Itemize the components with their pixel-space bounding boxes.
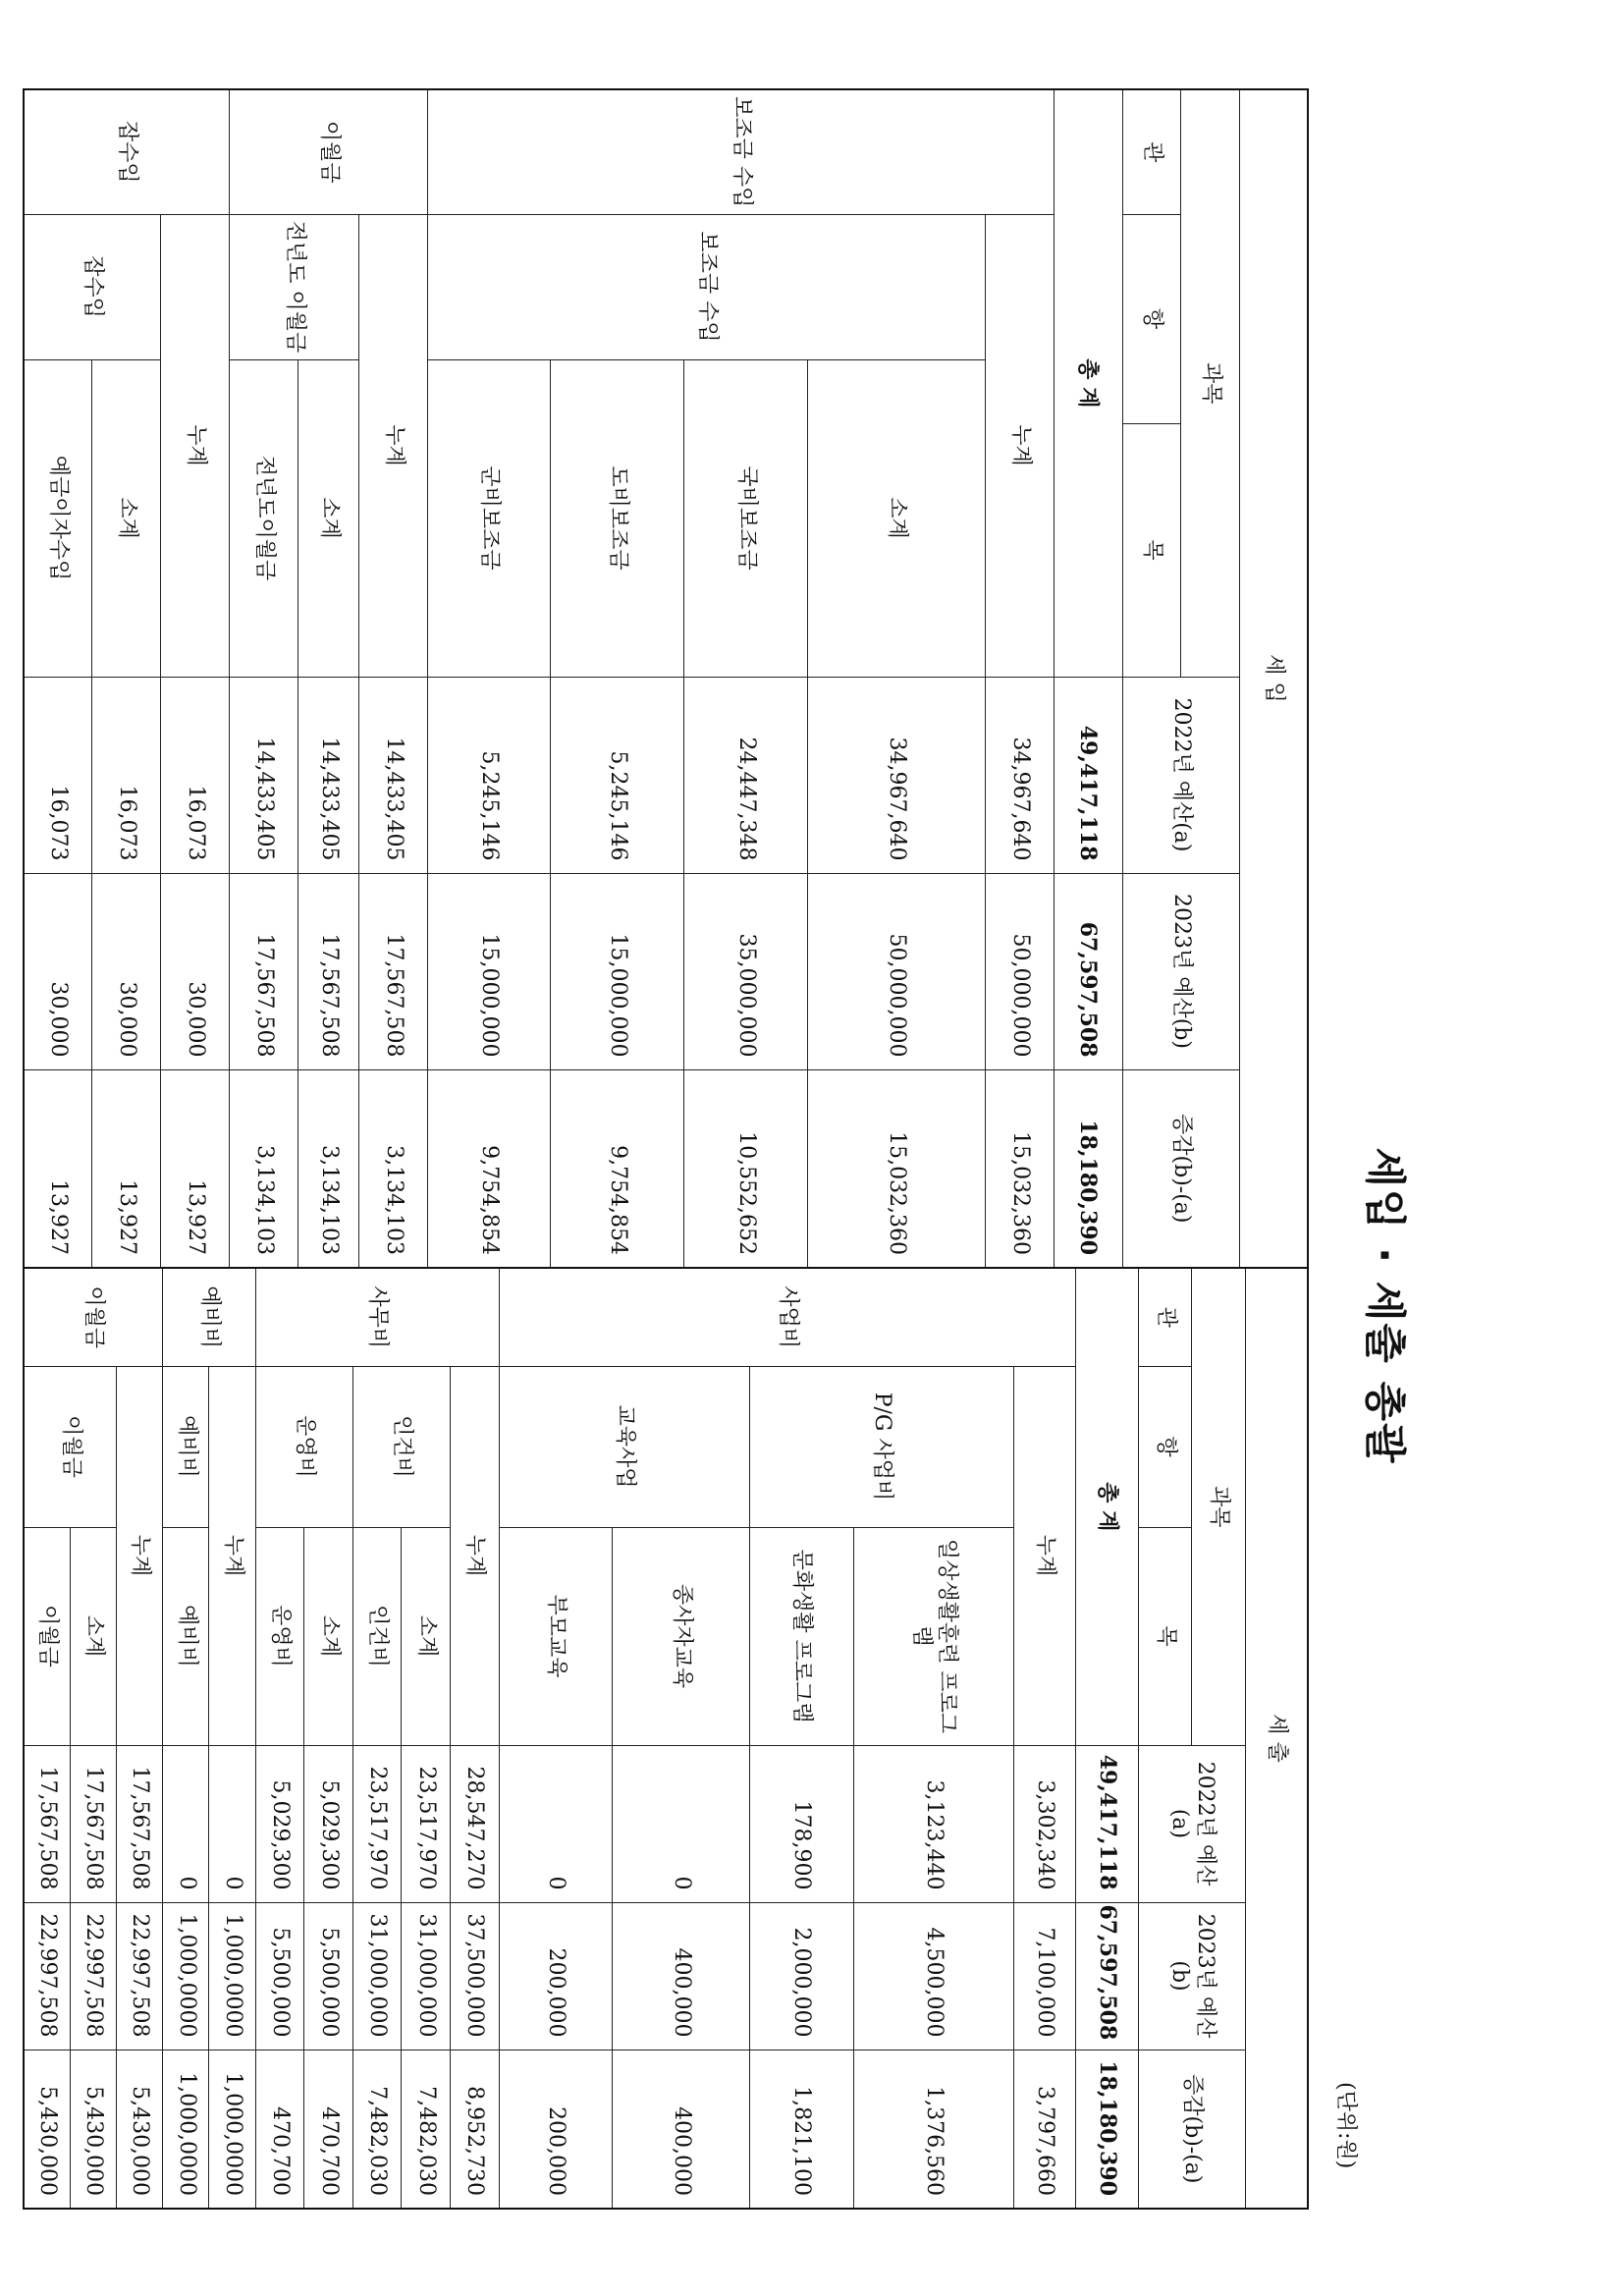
table-cell: 470,700	[304, 2050, 353, 2209]
expenditure-row-culture-program: 문화생활 프로그램	[749, 1527, 853, 1745]
table-cell: 30,000	[161, 873, 230, 1069]
expenditure-header-mok: 목	[1139, 1527, 1192, 1745]
expenditure-header-gwan: 관	[1139, 1268, 1192, 1366]
table-cell: 470,700	[255, 2050, 304, 2209]
table-cell: 34,967,640	[807, 677, 985, 873]
revenue-hang-carryover: 전년도 이월금	[230, 214, 359, 359]
revenue-category-header: 과목	[1181, 89, 1240, 677]
table-cell: 0	[499, 1745, 613, 1902]
expenditure-row-parent-education: 부모교육	[499, 1527, 613, 1745]
table-cell: 200,000	[499, 2050, 613, 2209]
table-cell: 31,000,000	[402, 1902, 451, 2050]
revenue-header-2022: 2022년 예산(a)	[1122, 677, 1239, 873]
table-cell: 5,245,146	[551, 677, 684, 873]
table-cell: 200,000	[499, 1902, 613, 2050]
expenditure-header-2022: 2022년 예산(a)	[1139, 1745, 1246, 1902]
table-cell: 17,567,508	[117, 1745, 163, 1902]
table-cell: 10,552,652	[684, 1069, 807, 1268]
expenditure-hang-operating: 운영비	[255, 1366, 352, 1527]
table-cell: 5,430,000	[117, 2050, 163, 2209]
table-cell: 5,029,300	[304, 1745, 353, 1902]
table-cell: 3,134,103	[230, 1069, 298, 1268]
expenditure-category-header: 과목	[1192, 1268, 1245, 1745]
table-cell: 16,073	[24, 677, 92, 873]
expenditure-hang-education: 교육사업	[499, 1366, 749, 1527]
expenditure-row-carryover: 이월금	[24, 1527, 70, 1745]
table-cell: 34,967,640	[985, 677, 1054, 873]
expenditure-table	[23, 1267, 1309, 2210]
table-cell: 16,073	[92, 677, 161, 873]
expenditure-total-diff: 18,180,390	[1076, 2050, 1139, 2209]
table-cell: 3,302,340	[1013, 1745, 1076, 1902]
expenditure-hang-reserve: 예비비	[163, 1366, 209, 1527]
revenue-header-diff: 증감(b)-(a)	[1122, 1069, 1239, 1268]
table-cell: 7,100,000	[1013, 1902, 1076, 2050]
table-cell: 8,952,730	[451, 2050, 500, 2209]
table-cell: 30,000	[92, 873, 161, 1069]
revenue-misc-nugye-label: 누계	[161, 214, 230, 677]
revenue-row-county-subsidy: 군비보조금	[427, 359, 550, 677]
expenditure-row-operating: 운영비	[255, 1527, 304, 1745]
revenue-table	[23, 88, 1309, 1269]
table-cell: 15,032,360	[985, 1069, 1054, 1268]
expenditure-business-nugye-label: 누계	[1013, 1366, 1076, 1745]
table-cell: 22,997,508	[117, 1902, 163, 2050]
table-cell: 14,433,405	[359, 677, 428, 873]
revenue-gwan-misc: 잡수입	[24, 89, 230, 214]
expenditure-carryover-nugye-label: 누계	[117, 1366, 163, 1745]
table-cell: 3,123,440	[853, 1745, 1013, 1902]
table-cell: 23,517,970	[402, 1745, 451, 1902]
table-cell: 13,927	[24, 1069, 92, 1268]
table-cell: 1,000,0000	[163, 1902, 209, 2050]
table-cell: 13,927	[161, 1069, 230, 1268]
expenditure-total-label: 총 계	[1076, 1268, 1139, 1745]
table-cell: 24,447,348	[684, 677, 807, 873]
table-cell: 9,754,854	[551, 1069, 684, 1268]
expenditure-total-2023: 67,597,508	[1076, 1902, 1139, 2050]
expenditure-total-2022: 49,417,118	[1076, 1745, 1139, 1902]
table-cell: 1,821,100	[749, 2050, 853, 2209]
table-cell: 17,567,508	[70, 1745, 116, 1902]
revenue-header-gwan: 관	[1122, 89, 1181, 214]
table-cell: 0	[613, 1745, 749, 1902]
revenue-total-2023: 67,597,508	[1054, 873, 1122, 1069]
expenditure-row-staff-education: 종사자교육	[613, 1527, 749, 1745]
revenue-gwan-subsidy: 보조금 수입	[427, 89, 1054, 214]
revenue-total-label: 총 계	[1054, 89, 1122, 677]
table-cell: 15,032,360	[807, 1069, 985, 1268]
revenue-hang-subsidy: 보조금 수입	[427, 214, 985, 359]
table-cell: 7,482,030	[402, 2050, 451, 2209]
revenue-header-hang: 항	[1122, 214, 1181, 423]
expenditure-header-diff: 증감(b)-(a)	[1139, 2050, 1246, 2209]
table-cell: 5,500,000	[255, 1902, 304, 2050]
revenue-carryover-nugye-label: 누계	[359, 214, 428, 677]
table-cell: 400,000	[613, 1902, 749, 2050]
expenditure-row-reserve: 예비비	[163, 1527, 209, 1745]
expenditure-hang-personnel: 인건비	[352, 1366, 450, 1527]
table-cell: 17,567,508	[230, 873, 298, 1069]
table-cell: 5,500,000	[304, 1902, 353, 2050]
expenditure-gwan-reserve: 예비비	[163, 1268, 255, 1366]
expenditure-gwan-carryover: 이월금	[24, 1268, 163, 1366]
table-cell: 1,376,560	[853, 2050, 1013, 2209]
table-cell: 5,029,300	[255, 1745, 304, 1902]
table-cell: 13,927	[92, 1069, 161, 1268]
expenditure-reserve-nugye-label: 누계	[209, 1366, 255, 1745]
expenditure-header-2023: 2023년 예산(b)	[1139, 1902, 1246, 2050]
table-cell: 17,567,508	[24, 1745, 70, 1902]
revenue-total-diff: 18,180,390	[1054, 1069, 1122, 1268]
table-cell: 50,000,000	[985, 873, 1054, 1069]
page-title: 세입 · 세출 총괄	[1361, 1147, 1409, 1465]
revenue-header-2023: 2023년 예산(b)	[1122, 873, 1239, 1069]
table-cell: 1,000,0000	[209, 1902, 255, 2050]
expenditure-personnel-sogye-label: 소계	[402, 1527, 451, 1745]
revenue-gwan-carryover: 이월금	[230, 89, 428, 214]
expenditure-row-daily-living-program: 일상생활훈련 프로그램	[853, 1527, 1013, 1745]
table-cell: 9,754,854	[427, 1069, 550, 1268]
expenditure-gwan-business: 사업비	[499, 1268, 1076, 1366]
expenditure-hang-carryover: 이월금	[24, 1366, 117, 1527]
table-cell: 31,000,000	[352, 1902, 402, 2050]
table-cell: 14,433,405	[298, 677, 359, 873]
table-cell: 37,500,000	[451, 1902, 500, 2050]
table-cell: 7,482,030	[352, 2050, 402, 2209]
revenue-header-mok: 목	[1122, 423, 1181, 677]
table-cell: 15,000,000	[427, 873, 550, 1069]
table-cell: 5,430,000	[70, 2050, 116, 2209]
revenue-row-national-subsidy: 국비보조금	[684, 359, 807, 677]
table-cell: 5,245,146	[427, 677, 550, 873]
unit-label: (단위:원)	[1333, 2082, 1358, 2169]
expenditure-section-label: 세 출	[1245, 1268, 1308, 2209]
table-cell: 3,134,103	[359, 1069, 428, 1268]
table-cell: 22,997,508	[24, 1902, 70, 2050]
expenditure-header-hang: 항	[1139, 1366, 1192, 1527]
table-cell: 22,997,508	[70, 1902, 116, 2050]
expenditure-gwan-office: 사무비	[255, 1268, 499, 1366]
revenue-misc-sogye-label: 소계	[92, 359, 161, 677]
expenditure-operating-sogye-label: 소계	[304, 1527, 353, 1745]
table-cell: 1,000,0000	[209, 2050, 255, 2209]
table-cell: 17,567,508	[298, 873, 359, 1069]
table-cell: 14,433,405	[230, 677, 298, 873]
revenue-hang-misc: 잡수입	[24, 214, 161, 359]
table-cell: 400,000	[613, 2050, 749, 2209]
table-cell: 5,430,000	[24, 2050, 70, 2209]
table-cell: 16,073	[161, 677, 230, 873]
table-cell: 28,547,270	[451, 1745, 500, 1902]
table-cell: 178,900	[749, 1745, 853, 1902]
revenue-subsidy-sogye-label: 소계	[807, 359, 985, 677]
expenditure-row-personnel: 인건비	[352, 1527, 402, 1745]
revenue-row-prior-year-carryover: 전년도이월금	[230, 359, 298, 677]
table-cell: 15,000,000	[551, 873, 684, 1069]
table-cell: 1,000,0000	[163, 2050, 209, 2209]
revenue-subsidy-nugye-label: 누계	[985, 214, 1054, 677]
expenditure-hang-program: P/G 사업비	[749, 1366, 1013, 1527]
revenue-total-2022: 49,417,118	[1054, 677, 1122, 873]
table-cell: 30,000	[24, 873, 92, 1069]
table-cell: 50,000,000	[807, 873, 985, 1069]
revenue-row-interest-income: 예금이자수입	[24, 359, 92, 677]
expenditure-carryover-sogye-label: 소계	[70, 1527, 116, 1745]
table-cell: 17,567,508	[359, 873, 428, 1069]
table-cell: 4,500,000	[853, 1902, 1013, 2050]
revenue-row-provincial-subsidy: 도비보조금	[551, 359, 684, 677]
table-cell: 0	[209, 1745, 255, 1902]
table-cell: 3,797,660	[1013, 2050, 1076, 2209]
table-cell: 35,000,000	[684, 873, 807, 1069]
table-cell: 23,517,970	[352, 1745, 402, 1902]
revenue-section-label: 세 입	[1239, 89, 1308, 1268]
table-cell: 3,134,103	[298, 1069, 359, 1268]
table-cell: 0	[163, 1745, 209, 1902]
table-cell: 2,000,000	[749, 1902, 853, 2050]
expenditure-office-nugye-label: 누계	[451, 1366, 500, 1745]
revenue-carryover-sogye-label: 소계	[298, 359, 359, 677]
